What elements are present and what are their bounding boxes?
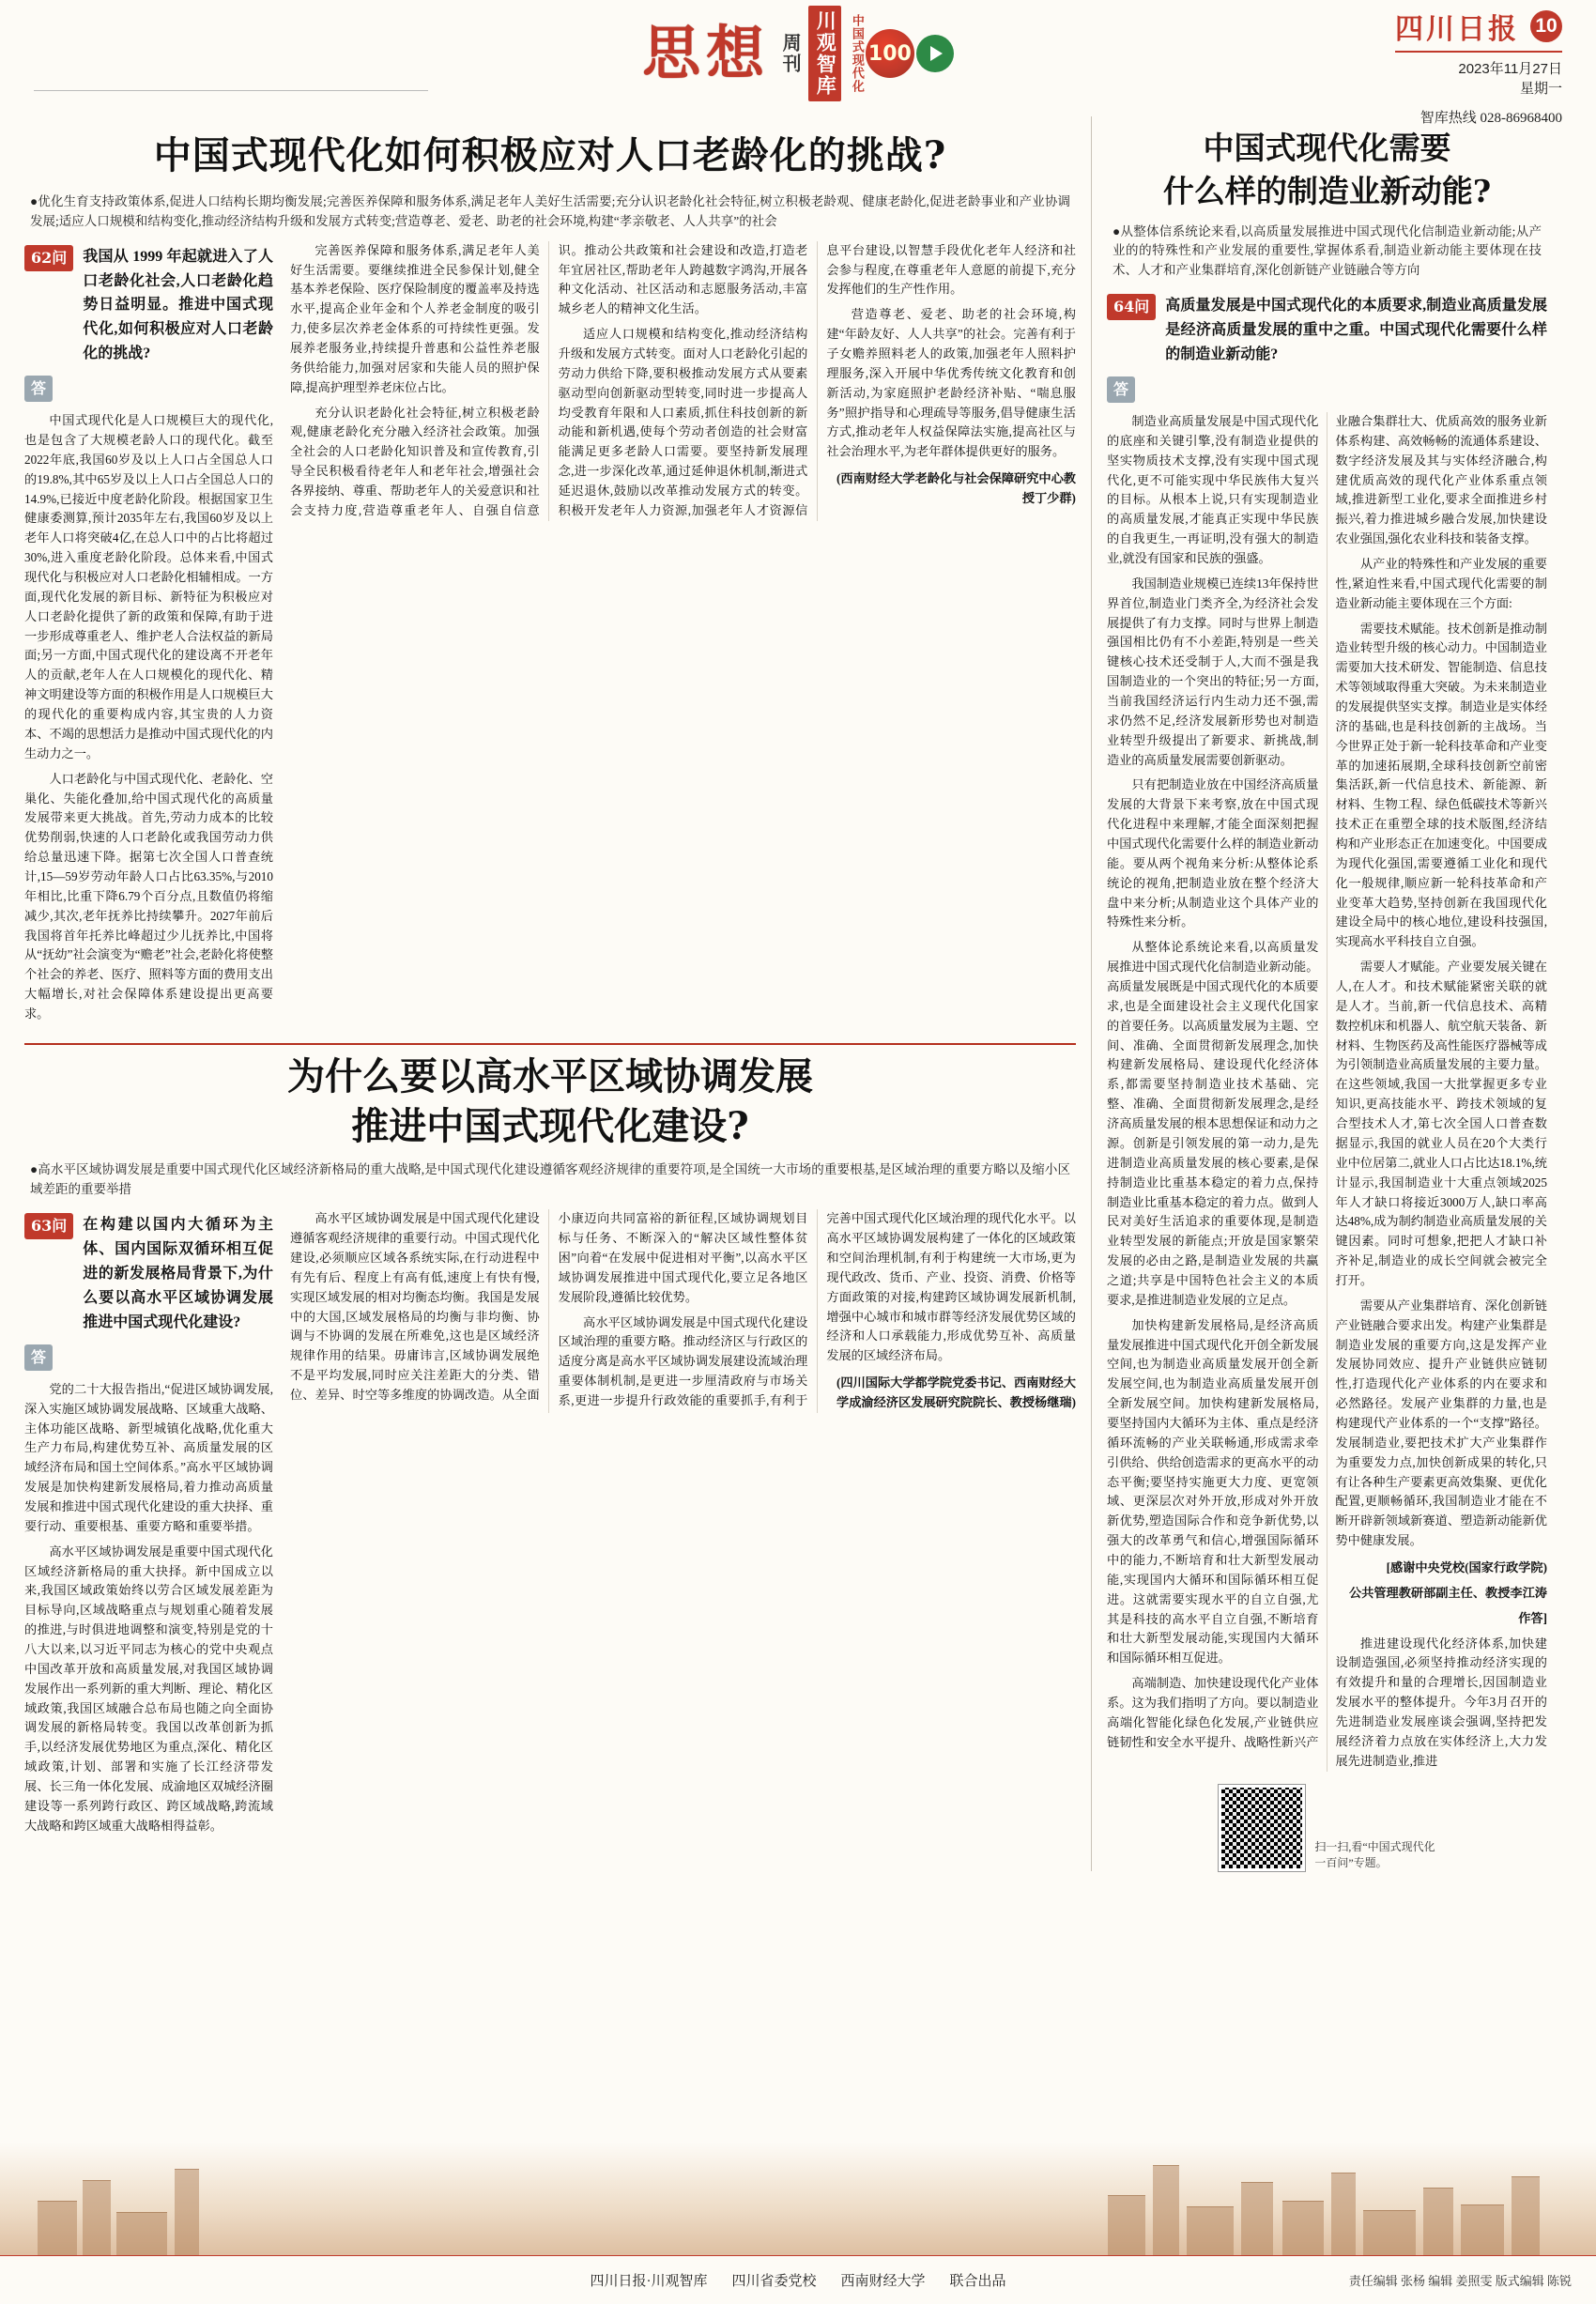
masthead-left-rule [34,90,428,91]
right-region [1091,116,1547,1871]
article1-paragraph: 充分认识老龄化社会特征,树立积极老龄观,健康老龄化充分融入经济社会政策。加强全社会的人口老龄化知识普及和宣传教育,引导全民积极看待老年人和老年社会,增强社会各界接纳、尊重、帮助老年人的关爱意识和社会支持力度,营造尊重老年人、自强自信意识。推动公共政策和社会建设和改造,打造老年宜居社区,帮助老年人跨越数字鸿沟,开展各种文化活动、社区活动和志愿服务活动,丰富城乡老人的精神文化生活。 [290,242,808,517]
article2-paragraph: 高水平区域协调发展是中国式现代化建设遵循客观经济规律的重要行动。中国式现代化建设,必须顺应区域各系统实际,在行动进程中有先有后、程度上有高有低,速度上有快有慢,实现区域发展的相对均衡态均衡。我国是发展中的大国,区域发展格局的均衡与非均衡、协调与不协调的发展在所难免,这也是区域经济规律作用的结果。毋庸讳言,区域协调发展绝不是平均发展,同时应关注差距大的分类、错位、差异、时空等多维度的协调改造。从全面小康迈向共同富裕的新征程,区域协调规划目标与任务、不断深入的“解决区域性整体贫困”向着“在发展中促进相对平衡”,以高水平区域协调发展推进中国式现代化,要立足各地区发展阶段,遵循比较优势。 [290,1211,808,1402]
article2-question-text: 在构建以国内大循环为主体、国内国际双循环相互促进的新发展格局背景下,为什么要以高水平区域协调发展推进中国式现代化建设? [83,1217,273,1330]
masthead-title: 思想 [642,19,771,87]
publication-weekday: 星期一 [1519,82,1562,97]
skyline-building [116,2212,167,2255]
article2-question-badge: 63问 [24,1213,73,1239]
play-icon [916,35,954,72]
article3-headline-line1: 中国式现代化需要 [1203,130,1451,166]
skyline-building [1423,2188,1453,2255]
skyline-band [0,2143,1596,2255]
article3-paragraph: 需要从产业集群培育、深化创新链产业链融合要求出发。构建产业集群是制造业发展的重要方向,这是发挥产业发展协同效应、提升产业链供应链韧性,打造现代化产业体系的内在要求和必然路径。发展产业集群的力量,也是构建现代产业体系的一个“支撑”路径。发展制造业,要把技术扩大产业集群作为重要发力点,加快创新成果的转化,只有让各种生产要素更高效集聚、更优化配置,更顺畅循环,我国制造业才能在不断开辟新领域新赛道、塑造新动能新优势中健康发展。 [1335,1298,1547,1548]
page-number-badge: 10 [1530,10,1562,42]
footer-item: 四川日报·川观智库 [590,2274,708,2289]
article1-question-badge: 62问 [24,245,73,271]
article1-lead: ●优化生育支持政策体系,促进人口结构长期均衡发展;完善医养保障和服务体系,满足老年人美好生活需要;充分认识老龄化社会特征,树立积极老龄观、健康老龄化,促进老龄事业和产业协调发展;适应人口规模和结构变化,推动经济结构升级和发展方式转变;营造尊老、爱老、助老的社会环境,构建“孝亲敬老、人人共享”的社会 [30,193,1070,228]
article1-answer-badge-block [24,376,273,402]
article1-paragraph: 营造尊老、爱老、助老的社会环境,构建“年龄友好、人人共享”的社会。完善有利于子女赡养照料老人的政策,加强老年人照料护理服务,深入开展中华优秀传统文化教育和创新活动,为家庭照护老龄经济补贴、“喘息服务”照护指导和心理疏导等服务,倡导健康生活方式,推动老年人权益保障法实施,提高社区与社会治理水平,为老年群体提供更好的服务。 [826,307,1076,459]
skyline-building [1153,2165,1179,2255]
paper-name: 四川日报 [1395,13,1519,46]
article3-signature-line1: [感谢中央党校(国家行政学院) [1386,1559,1547,1574]
centennial-logo [851,14,954,93]
article3-signature-line3: 作答] [1518,1610,1547,1625]
page-columns [24,116,1572,1871]
article3-headline-line2: 什么样的制造业新动能? [1162,173,1492,210]
article3-body [1107,412,1547,1772]
article3-question-block [1107,294,1547,367]
qr-caption-line1: 扫一扫,看“中国式现代化 [1314,1839,1435,1853]
article3-question-text: 高质量发展是中国式现代化的本质要求,制造业高质量发展是经济高质量发展的重中之重。中国式现代化需要什么样的制造业新动能? [1165,298,1547,363]
skyline-building [1461,2204,1504,2255]
skyline-building [1282,2201,1324,2255]
article1-signature: (西南财经大学老龄化与社会保障研究中心教授丁少群) [836,471,1076,505]
skyline-building [175,2169,199,2255]
article1-paragraph: 适应人口规模和结构变化,推动经济结构升级和发展方式转变。面对人口老龄化引起的劳动力供给下降,要积极推动发展方式从要素驱动型向创新驱动型转变,同时进一步提高人均受教育年限和人口素质,抓住科技创新的新动能和新机遇,使每个劳动者创造的社会财富能满足更多老龄人口需要。要坚持新发展理念,进一步深化改革,通过延伸退休机制,渐进式延迟退休,鼓励以改革推动发展方式的转变。积极开发老年人力资源,加强老年人才资源信息平台建设,以智慧手段优化老年人经济和社会参与程度,在尊重老年人意愿的前提下,充分发挥他们的生产性作用。 [558,242,1076,517]
article2-headline-line2: 推进中国式现代化建设? [351,1103,749,1148]
page-footer [0,2255,1596,2304]
centennial-logo-number: 100 [866,29,914,78]
article3-paragraph: 需要技术赋能。技术创新是推动制造业转型升级的核心动力。中国制造业需要加大技术研发、智能制造、信息技术等领域取得重大突破。为未来制造业的发展提供坚实支撑。制造业是实体经济的基础,也是科技创新的主战场。当今世界正处于新一轮科技革命和产业变革的加速拓展期,全球科技创新空前密集活跃,新一代信息技术、新能源、新材料、生物工程、绿色低碳技术等新兴技术正在重塑全球的技术版图,经济结构和产业形态正在加速变化。中国要成为现代化强国,需要遵循工业化和现代化一般规律,顺应新一轮科技革命和产业变革大趋势,坚持创新在我国现代化建设全局中的核心地位,建设科技强国,实现高水平科技自立自强。 [1335,621,1547,949]
skyline-decoration [0,2114,1596,2255]
article1-question-text: 我国从 1999 年起就进入了人口老龄化社会,人口老龄化趋势日益明显。推进中国式现代化,如何积极应对人口老龄化的挑战? [83,248,273,362]
article3-paragraph: 只有把制造业放在中国经济高质量发展的大背景下来考察,放在中国式现代化进程中来理解,才能全面深刻把握中国式现代化需要什么样的制造业新动能。要从两个视角来分析:从整体论系统论的视角,把制造业放在整个经济大盘中来分析;从制造业这个具体产业的特殊性来分析。 [1107,777,1319,929]
article3-paragraph: 我国制造业规模已连续13年保持世界首位,制造业门类齐全,为经济社会发展提供了有力支撑。同时与世界上制造强国相比仍有不小差距,特别是一些关键核心技术还受制于人,大而不强是我国制造业的一个突出的特征;另一方面,当前我国经济运行内生动力还不强,需求仍然不足,经济发展新形势也对制造业转型升级提出了新要求、新挑战,制造业的高质量发展需要创新驱动。 [1107,576,1319,767]
article3-closing: 推进建设现代化经济体系,加快建设制造强国,必须坚持推动经济实现的有效提升和量的合理增长,因国制造业发展水平的整体提升。今年3月召开的先进制造业发展座谈会强调,坚持把发展经济着力点放在实体经济上,大力发展先进制造业,推进 [1335,1636,1547,1768]
article1-headline: 中国式现代化如何积极应对人口老龄化的挑战? [153,133,947,177]
footer-credits: 责任编辑 张杨 编辑 姜照雯 版式编辑 陈锐 [1348,2274,1572,2288]
article1-paragraph: 人口老龄化与中国式现代化、老龄化、空巢化、失能化叠加,给中国式现代化的高质量发展带来更大挑战。首先,劳动力成本的比较优势削弱,快速的人口老龄化或我国劳动力供给总量迅速下降。据第七次全国人口普查统计,15—59岁劳动年龄人口占比63.35%,与2010年相比,比重下降6.79个百分点,且数值仍将缩减少,其次,老年抚养比持续攀升。2027年前后我国将首年托养比峰超过少儿抚养比,中国将从“抚幼”社会演变为“赡老”社会,老龄化将使整个社会的养老、医疗、照料等方面的费用支出大幅增长,对社会保障体系建设提出更高要求。 [24,771,273,1021]
article1-body [290,241,1076,521]
masthead-weekly-label: 周刊 [779,33,801,74]
article3-lead: ●从整体信系统论来看,以高质量发展推进中国式现代化信制造业新动能;从产业的的特殊性和产业发展的重要性,掌握体系看,制造业新动能主要体现在技术、人才和产业集群培育,深化创新链产业链融合等方向 [1113,223,1542,278]
article2-question-block [24,1213,273,1335]
skyline-building [1363,2210,1416,2255]
article-manufacturing [1107,130,1547,1871]
article3-answer-badge-block [1107,376,1547,403]
masthead [24,0,1572,126]
skyline-building [1512,2176,1540,2255]
qr-caption [1314,1839,1435,1871]
skyline-building [83,2180,111,2255]
article3-paragraph: 制造业高质量发展是中国式现代化的底座和关键引擎,没有制造业提供的坚实物质技术支撑,没有实现中国式现代化,更不可能实现中华民族伟大复兴的目标。从根本上说,只有实现制造业的高质量发展,才能真正实现中华民族的自我更生,一再证明,没有强大的制造业,就没有国家和民族的强盛。 [1107,413,1319,565]
skyline-building [1108,2195,1145,2255]
article2-signature: (四川国际大学都学院党委书记、西南财经大学成渝经济区发展研究院院长、教授杨继瑞) [836,1375,1076,1409]
article1-answer-badge: 答 [24,376,53,402]
skyline-building [1187,2206,1234,2255]
article1-paragraph: 中国式现代化是人口规模巨大的现代化,也是包含了大规模老龄人口的现代化。截至2022年底,我国60岁及以上人口占全国总人口的19.8%,其中65岁及以上人口占全国总人口的14.9%,已接近中度老龄化阶段。根据国家卫生健康委测算,预计2035年左右,我国60岁及以上老年人口将突破4亿,在总人口中的占比将超过30%,进入重度老龄化阶段。总体来看,中国式现代化与积极应对人口老龄化相辅相成。一方面,现代化发展的新目标、新特征为积极应对人口老龄化提供了新的政策和保障,有助于进一步形成尊重老人、维护老人合法权益的新局面;另一方面,中国式现代化的建设离不开老年人的贡献,老年人在人口规模化的现代化、精神文明建设等方面的积极作用是人口规模巨大的现代化的重要构成内容,其宝贵的人力资本、不竭的思想活力是推动中国式现代化的内生动力之一。 [24,413,273,760]
skyline-building [1331,2173,1356,2255]
article3-question-badge: 64问 [1107,294,1156,320]
qr-caption-line2: 一百问”专题。 [1314,1855,1388,1869]
footer-item: 四川省委党校 [731,2274,817,2289]
hotline-text: 智库热线 028-86968400 [1420,111,1562,126]
article2-paragraph: 高水平区域协调发展是中国式现代化建设区域治理的重要方略。推动经济区与行政区的适度分离是高水平区域协调发展建设流域治理重要体制机制,是更进一步厘清政府与市场关系,更进一步提升行政效能的重要抓手,有利于完善中国式现代化区域治理的现代化水平。以高水平区域协调发展构建了一体化的区域政策和空间治理机制,有利于构建统一大市场,更为现代政改、货币、产业、投资、消费、价格等方面政策的对接,构建跨区域协调发展新机制,增强中心城市和城市群等经济发展优势区域的经济和人口承载能力,形成优势互补、高质量发展的区域经济布局。 [558,1211,1076,1407]
article3-paragraph: 加快构建新发展格局,是经济高质量发展推进中国式现代化开创全新发展空间,也为制造业高质量发展开创全新发展空间,也为制造业高质量发展开创全新发展空间。加快构建新发展格局,要坚持国内大循环为主体、重点是经济循环流畅的产业关联畅通,形成需求牵引供给、供给创造需求的更高水平的动态平衡;要坚持实施更大力度、更宽领域、更深层次对外开放,形成对外开放新优势,塑造国际合作和竞争新优势,以强大的改革勇气和信心,增强国际循环中的能力,不断培育和壮大新型发展动能,实现国内大循环和国际循环相互促进。这就需要实现水平的自立自强,尤其是科技的高水平自立自强,不断培育和壮大新型发展动能,实现国内大循环和国际循环相互促进。 [1107,1317,1319,1666]
article-aging-population [24,133,1076,1030]
masthead-logo-group [642,6,954,101]
article1-question-block [24,245,273,367]
article3-signature-line2: 公共管理教研部副主任、教授李江涛 [1349,1585,1547,1600]
masthead-think-tank-label: 川观智库 [808,6,841,101]
article2-lead: ●高水平区域协调发展是重要中国式现代化区域经济新格局的重大战略,是中国式现代化建设遵循客观经济规律的重要符项,是全国统一大市场的重要根基,是区域治理的重要方略以及缩小区域差距的重要举措 [30,1162,1070,1197]
article3-answer-badge: 答 [1107,376,1135,403]
article2-body [290,1209,1076,1413]
article2-headline-line1: 为什么要以高水平区域协调发展 [287,1053,813,1098]
article2-answer-badge: 答 [24,1344,53,1371]
qr-code-icon[interactable] [1219,1785,1305,1871]
footer-item: 联合出品 [949,2274,1006,2289]
qr-code-area[interactable] [1107,1785,1547,1871]
article-regional-development [24,1054,1076,1842]
article-divider [24,1043,1076,1045]
article2-paragraph: 高水平区域协调发展是重要中国式现代化区域经济新格局的重大抉择。新中国成立以来,我国区域政策始终以劳合区域发展差距为目标导向,区域战略重点与规划重心随着发展的推进,与时俱进地调整和演变,特别是党的十八大以来,以习近平同志为核心的党中央观点中国改革开放和高质量发展,对我国区域协调发展作出一系列新的重大判断、理论、精化区域政策,我国区域融合总布局也随之向全面协调发展的新格局转变。我国以改革创新为抓手,以经济发展优势地区为重点,深化、精化区域政策,计划、部署和实施了长江经济带发展、长三角一体化发展、成渝地区双城经济圈建设等一系列跨行政区、跨区域战略,跨流域大战略和跨区域重大战略相得益彰。 [24,1544,273,1833]
publication-date: 2023年11月27日 [1458,61,1562,77]
article2-paragraph: 党的二十大报告指出,“促进区域协调发展,深入实施区域协调发展战略、区域重大战略、主体功能区战略、新型城镇化战略,优化重大生产力布局,构建优势互补、高质量发展的区域经济布局和国土空间体系。”高水平区域协调发展是加快构建新发展格局,着力推动高质量发展和推进中国式现代化建设的重大抉择、重要行动、重要根基、重要方略和重要举措。 [24,1381,273,1533]
masthead-right [1395,6,1562,127]
article2-answer-badge-block [24,1344,273,1371]
left-region [24,116,1076,1871]
article3-paragraph: 从产业的特殊性和产业发展的重要性,紧迫性来看,中国式现代化需要的制造业新动能主要体现在三个方面: [1335,557,1547,610]
article3-paragraph: 高端制造、加快建设现代化产业体系。这为我们指明了方向。要以制造业高端化智能化绿色化发展,产业链供应链韧性和安全水平提升、战略性新兴产业融合集群壮大、优质高效的服务业新体系构建、高效畅畅的流通体系建设、数字经济发展及其与实体经济融合,构建优质高效的现代化产业体系重点领域,推进新型工业化,要求全面推进乡村振兴,着力推进城乡融合发展,加快建设农业强国,强化农业科技和装备支撑。 [1107,413,1547,1749]
article1-paragraph: 完善医养保障和服务体系,满足老年人美好生活需要。要继续推进全民参保计划,健全基本养老保险、医疗保险制度的覆盖率及持选水平,提高企业年金和个人养老金制度的吸引力,使多层次养老金体系的可持续性更强。发展养老服务业,持续提升普惠和公益性养老服务供给能力,加强对居家和失能人员的照护保障,提高护理型养老床位占比。 [290,242,540,394]
centennial-logo-text: 中国式现代化 [850,14,865,93]
article3-paragraph: 需要人才赋能。产业要发展关键在人,在人才。和技术赋能紧密关联的就是人才。当前,新一代信息技术、高精数控机床和机器人、航空航天装备、新材料、生物医药及高性能医疗器械等成为引领制造业高质量发展的主要力量。在这些领域,我国一大批掌握更多专业知识,更高技能水平、跨技术领域的复合型技术人才,第七次全国人口普查数据显示,我国的就业人员在20个大类行业中位居第二,就业人口占比达18.1%,统计显示,我国制造业十大重点领域2025年人才缺口将接近3000万人,缺口率高达48%,成为制约制造业高质量发展的关键因素。同时可想象,把把人才缺口补齐补足,制造业的成长空间就会被完全打开。 [1335,960,1547,1287]
skyline-building [1241,2182,1273,2255]
article3-paragraph: 从整体论系统论来看,以高质量发展推进中国式现代化信制造业新动能。高质量发展既是中国式现代化的本质要求,也是全面建设社会主义现代化国家的首要任务。以高质量发展为主题、空间、准确、全面贯彻新发展理念,加快构建新发展格局、建设现代化经济体系,都需要坚持制造业技术基础、完整、准确、全面贯彻新发展理念,是经济高质量发展的根本思想保证和动力之源。创新是引领发展的第一动力,是先进制造业高质量发展的核心要素,是保持制造业比重基本稳定的着力点,保持制造业比重基本稳定的着力点。做到人民对美好生活追求的重要体现,是制造业转型发展的新能点;开放是国家繁荣发展的必由之路,是制造业发展的共赢之道;共享是中国特色社会主义的本质要求,是推进制造业发展的立足点。 [1107,940,1319,1307]
footer-item: 西南财经大学 [840,2274,926,2289]
skyline-building [38,2201,77,2255]
masthead-rule [1395,51,1562,53]
